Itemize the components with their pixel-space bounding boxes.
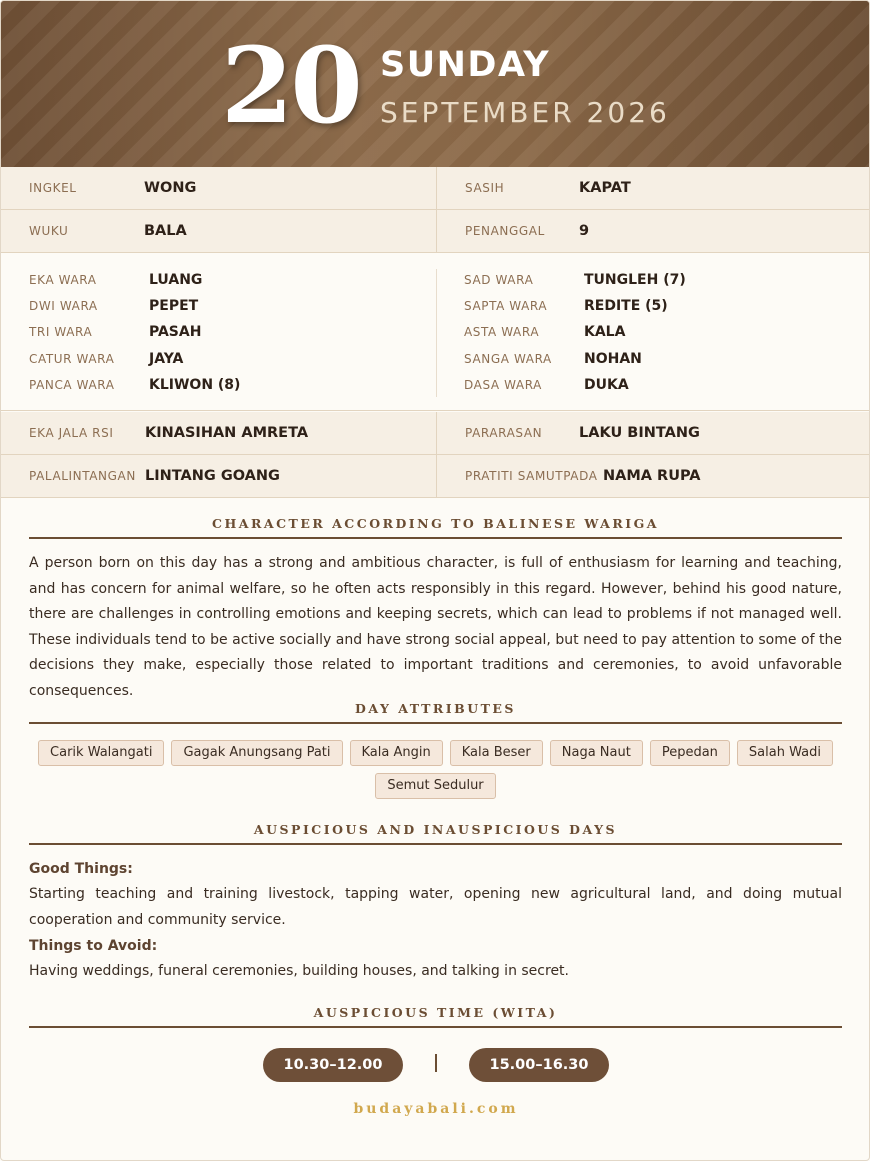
- cell-penanggal: [436, 210, 870, 253]
- cell-ingkel: [1, 167, 436, 210]
- attribute-chip: Salah Wadi: [737, 740, 833, 766]
- cell-pararasan: [436, 412, 870, 455]
- cell-palalintangan: [1, 455, 436, 498]
- wara-label: EKA WARA: [29, 273, 97, 287]
- wara-label: DASA WARA: [464, 378, 542, 392]
- days-rule: [29, 843, 842, 845]
- time-title: AUSPICIOUS TIME (WITA): [313, 1005, 558, 1020]
- palalintangan-label: PALALINTANGAN: [29, 469, 136, 483]
- days-title: AUSPICIOUS AND INAUSPICIOUS DAYS: [253, 822, 618, 837]
- cell-wuku: [1, 210, 436, 253]
- row-ingkel-sasih: [1, 167, 870, 210]
- sasih-value: KAPAT: [579, 180, 631, 196]
- wara-label: TRI WARA: [29, 325, 93, 339]
- wara-value: PASAH: [149, 324, 202, 340]
- things-to-avoid-text: Having weddings, funeral ceremonies, building houses, and talking in secret.: [29, 963, 569, 979]
- penanggal-label: PENANGGAL: [465, 224, 545, 238]
- eka-jala-rsi-value: KINASIHAN AMRETA: [145, 425, 309, 441]
- wara-value: PEPET: [149, 298, 199, 314]
- wara-label: DWI WARA: [29, 299, 98, 313]
- character-rule: [29, 537, 842, 539]
- wara-table: [1, 253, 870, 411]
- wara-value: JAYA: [149, 351, 184, 367]
- cell-eka-jala-rsi: [1, 412, 436, 455]
- wara-divider: [436, 269, 437, 397]
- good-things-text: Starting teaching and training livestock, tapping water, opening new agricultural land, and doing mutual cooperation and community service.: [29, 886, 842, 928]
- sasih-label: SASIH: [465, 181, 505, 195]
- wara-label: SAPTA WARA: [464, 299, 548, 313]
- attribute-chip: Naga Naut: [550, 740, 643, 766]
- cell-sasih: [436, 167, 870, 210]
- row-wuku-penanggal: [1, 210, 870, 253]
- attribute-chips: [29, 740, 842, 799]
- wara-value: REDITE (5): [584, 298, 668, 314]
- wara-value: NOHAN: [584, 351, 642, 367]
- cell-pratiti-samutpada: [436, 455, 870, 498]
- footer-site-name: budayabali.com: [353, 1101, 519, 1117]
- wuku-label: WUKU: [29, 224, 69, 238]
- wara-value: KALA: [584, 324, 626, 340]
- palalintangan-value: LINTANG GOANG: [145, 468, 280, 484]
- pratiti-label: PRATITI SAMUTPADA: [465, 469, 598, 483]
- wuku-value: BALA: [144, 223, 187, 239]
- wara-label: SAD WARA: [464, 273, 534, 287]
- row-ekajalarsi-pararasan: [1, 412, 870, 455]
- attributes-rule: [29, 722, 842, 724]
- ingkel-value: WONG: [144, 180, 197, 196]
- wara-value: LUANG: [149, 272, 203, 288]
- character-title: CHARACTER ACCORDING TO BALINESE WARIGA: [212, 516, 659, 531]
- attribute-chip: Kala Angin: [350, 740, 443, 766]
- attributes-title: DAY ATTRIBUTES: [355, 701, 516, 716]
- time-rule: [29, 1026, 842, 1028]
- time-slot-1: 10.30–12.00: [263, 1048, 403, 1082]
- weekday-label: SUNDAY: [380, 45, 551, 85]
- character-text: A person born on this day has a strong and ambitious character, is full of enthusiasm for learning and teaching, and has concern for animal welfare, so he often acts responsibly in this regard. However, behind his good nature, there are challenges in controlling emotions and keeping secrets, which can lead to problems if not managed well. These individuals tend to be active socially and have strong social appeal, but need to pay attention to some of the decisions they make, especially those related to important traditions and ceremonies, to avoid unfavorable consequences.: [29, 555, 842, 699]
- attribute-chip: Kala Beser: [450, 740, 543, 766]
- row-palalintangan-pratiti: [1, 455, 870, 498]
- attribute-chip: Semut Sedulur: [375, 773, 495, 799]
- day-number: 20: [221, 24, 360, 147]
- pararasan-label: PARARASAN: [465, 426, 543, 440]
- wara-label: SANGA WARA: [464, 352, 552, 366]
- wara-value: DUKA: [584, 377, 629, 393]
- pratiti-value: NAMA RUPA: [603, 468, 701, 484]
- month-year-label: SEPTEMBER 2026: [380, 96, 670, 129]
- ingkel-label: INGKEL: [29, 181, 77, 195]
- date-header: [1, 1, 870, 167]
- time-slot-2: 15.00–16.30: [469, 1048, 609, 1082]
- attribute-chip: Pepedan: [650, 740, 730, 766]
- time-separator: [435, 1054, 437, 1072]
- penanggal-value: 9: [579, 223, 590, 239]
- wara-value: TUNGLEH (7): [584, 272, 686, 288]
- good-things-heading: Good Things:: [29, 861, 133, 877]
- wara-value: KLIWON (8): [149, 377, 241, 393]
- wara-label: PANCA WARA: [29, 378, 115, 392]
- attribute-chip: Gagak Anungsang Pati: [171, 740, 342, 766]
- attribute-chip: Carik Walangati: [38, 740, 164, 766]
- wara-label: ASTA WARA: [464, 325, 540, 339]
- wara-label: CATUR WARA: [29, 352, 115, 366]
- eka-jala-rsi-label: EKA JALA RSI: [29, 426, 114, 440]
- pararasan-value: LAKU BINTANG: [579, 425, 700, 441]
- things-to-avoid-heading: Things to Avoid:: [29, 938, 158, 954]
